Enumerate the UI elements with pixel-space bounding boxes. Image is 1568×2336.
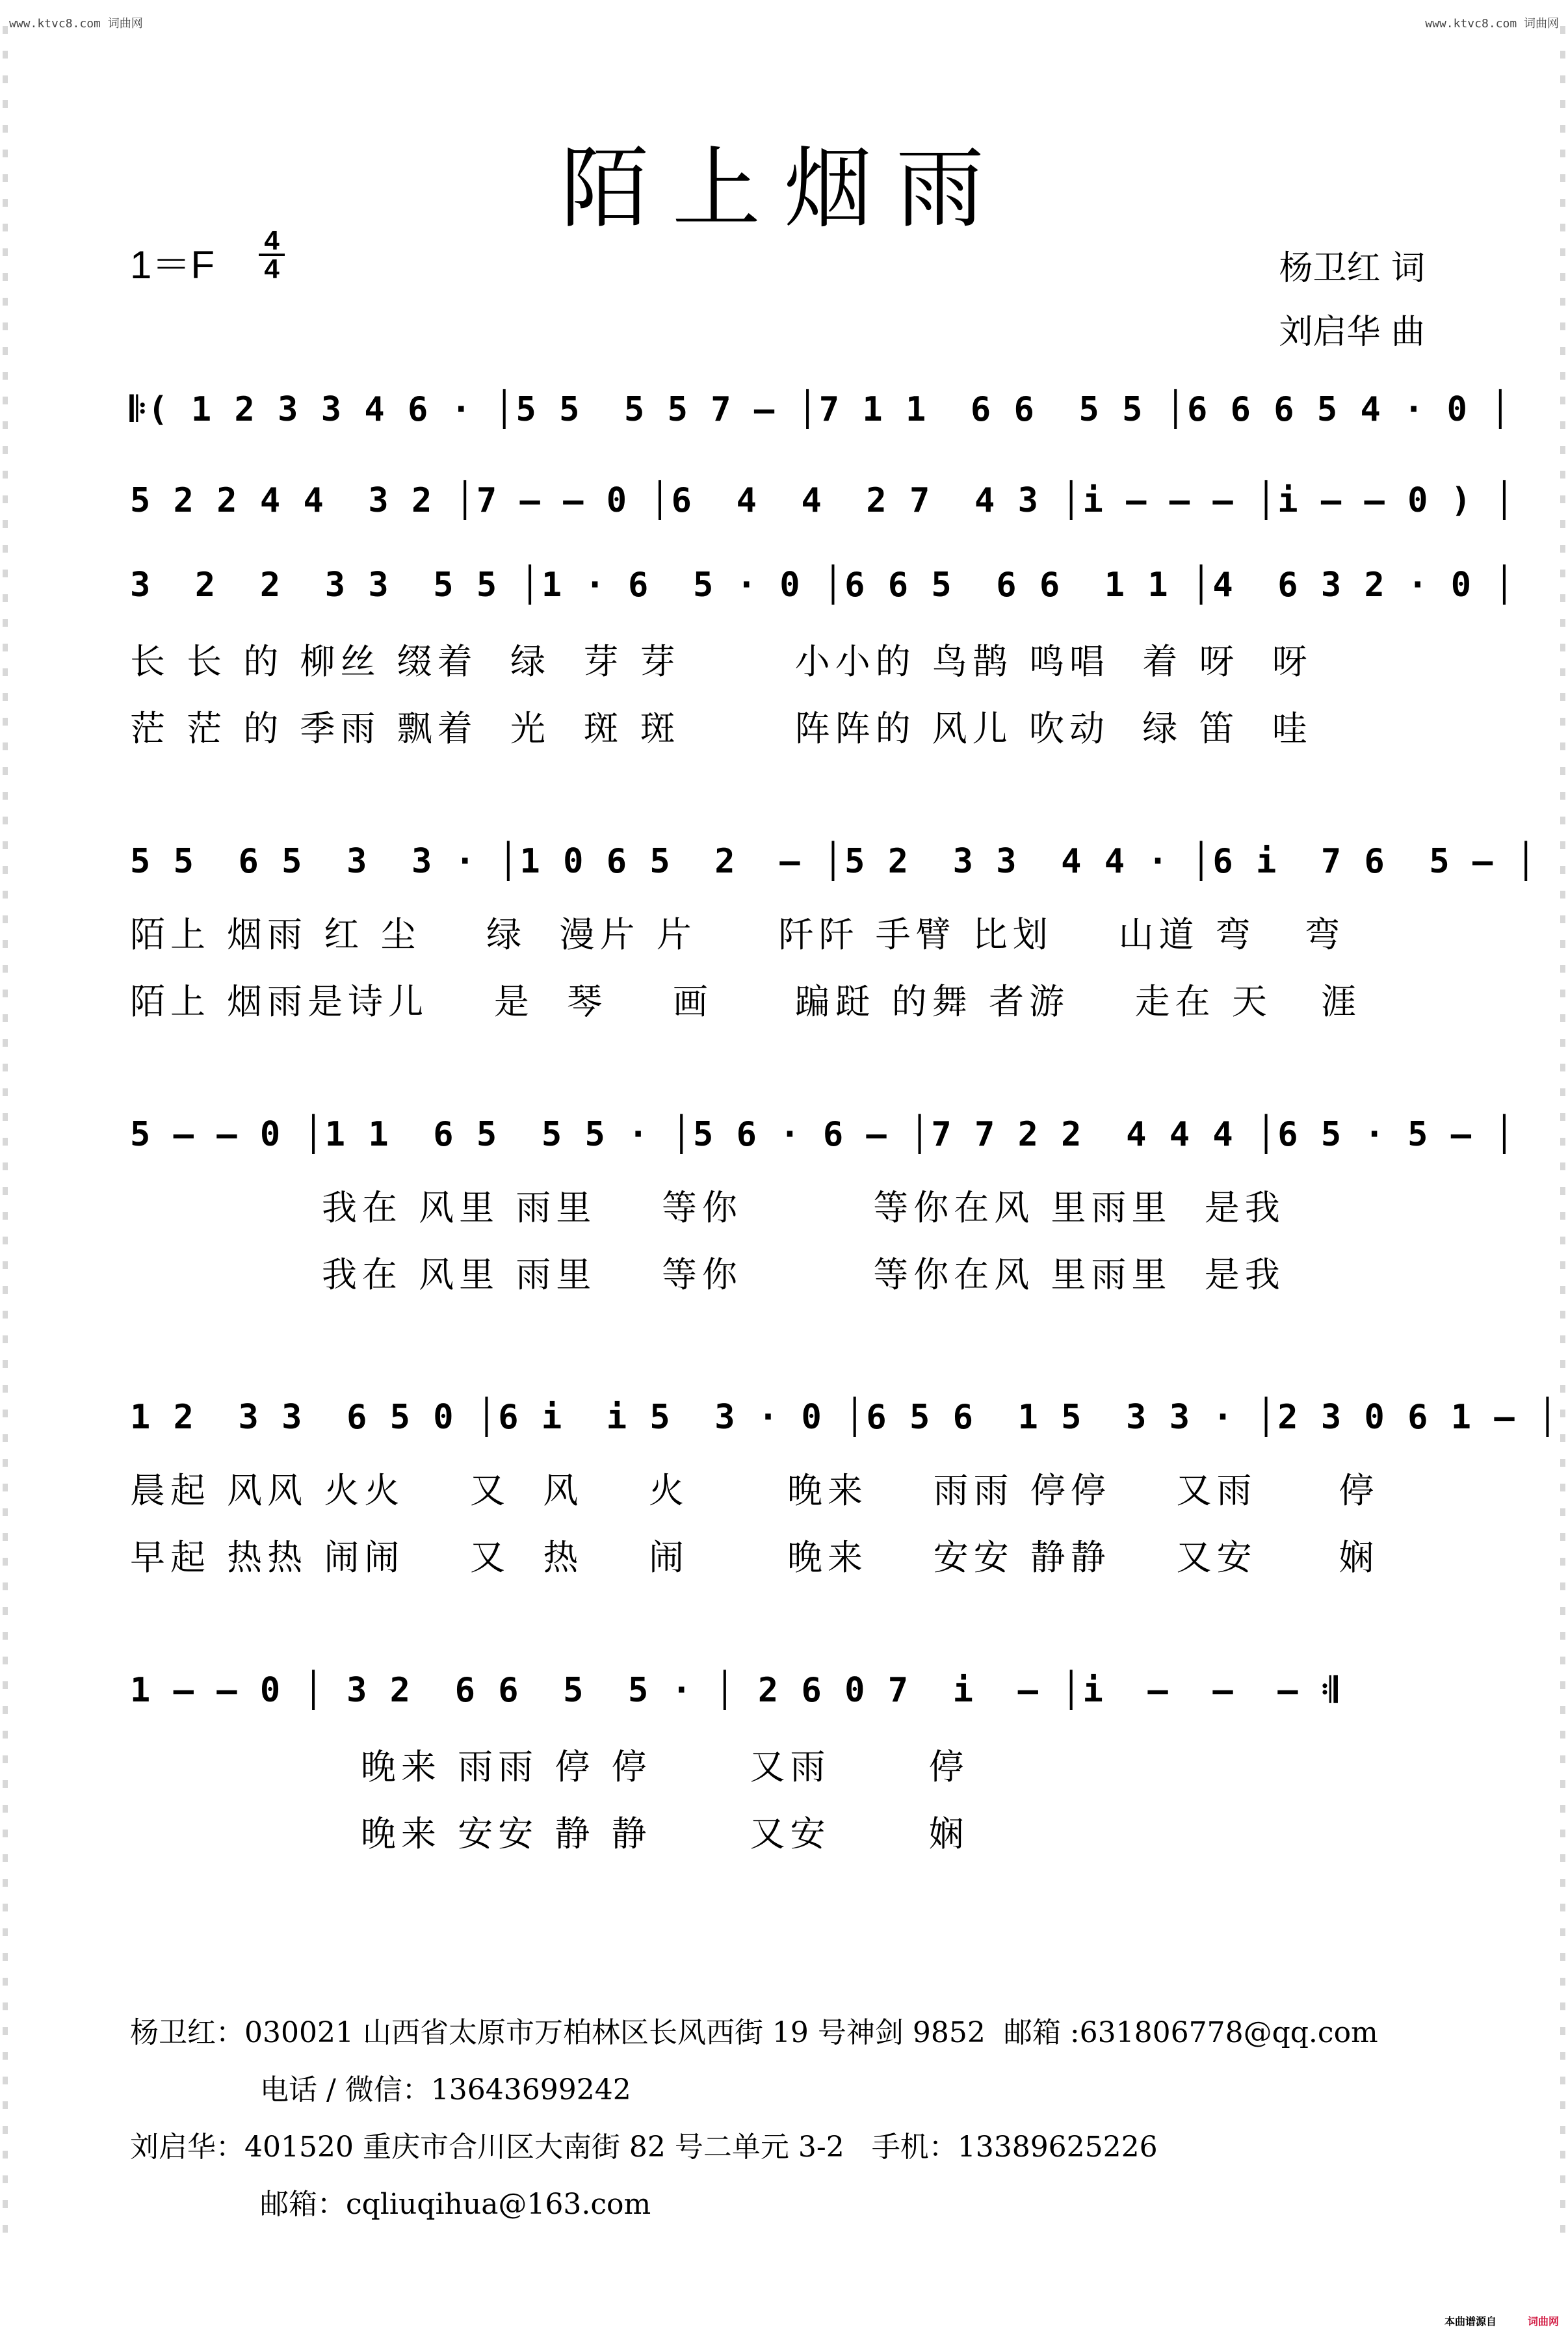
border-mark xyxy=(3,1088,8,1096)
border-mark xyxy=(1560,545,1565,553)
border-mark xyxy=(3,1904,8,1911)
border-mark xyxy=(1560,1607,1565,1615)
time-signature-top: 4 xyxy=(259,228,285,256)
border-mark xyxy=(1560,866,1565,874)
border-mark xyxy=(1560,2151,1565,2159)
border-mark xyxy=(3,1064,8,1071)
notation-line-4: 5 5 6 5 3 3 · │1 0 6 5 2 – │5 2 3 3 4 4 · │6 i 7 6 5 – │ xyxy=(130,842,1537,881)
right-border-decoration xyxy=(1560,26,1565,2310)
border-mark xyxy=(1560,520,1565,528)
border-mark xyxy=(1560,1014,1565,1022)
border-mark xyxy=(1560,372,1565,380)
border-mark xyxy=(3,965,8,973)
footer-brand-logo: 词曲网 xyxy=(1527,2315,1559,2328)
border-mark xyxy=(1560,471,1565,479)
border-mark xyxy=(1560,1854,1565,1862)
border-mark xyxy=(1560,792,1565,800)
border-mark xyxy=(1560,2200,1565,2208)
border-mark xyxy=(3,718,8,726)
notation-line-6: 1 2 3 3 6 5 0 │6 i i 5 3 · 0 │6 5 6 1 5 3 3 · │2 3 0 6 1 – │ xyxy=(130,1398,1560,1437)
border-mark xyxy=(1560,668,1565,676)
border-mark xyxy=(1560,322,1565,330)
lyric-verse-2-line-3: 茫 茫 的 季雨 飘着 光 斑 斑 阵阵的 风儿 吹动 绿 笛 哇 xyxy=(130,708,1313,749)
border-mark xyxy=(3,817,8,824)
border-mark xyxy=(3,990,8,997)
border-mark xyxy=(3,1558,8,1566)
border-mark xyxy=(3,1805,8,1813)
time-signature-bottom: 4 xyxy=(264,254,280,284)
border-mark xyxy=(1560,1805,1565,1813)
border-mark xyxy=(3,619,8,627)
border-mark xyxy=(1560,891,1565,899)
border-mark xyxy=(1560,298,1565,306)
border-mark xyxy=(3,915,8,923)
border-mark xyxy=(3,594,8,602)
border-mark xyxy=(3,545,8,553)
border-mark xyxy=(3,1113,8,1121)
border-mark xyxy=(3,2101,8,2109)
border-mark xyxy=(3,1459,8,1467)
border-mark xyxy=(1560,26,1565,34)
border-mark xyxy=(1560,1904,1565,1911)
border-mark xyxy=(1560,1533,1565,1541)
border-mark xyxy=(3,1928,8,1936)
lyric-verse-2-line-6: 早起 热热 闹闹 又 热 闹 晚来 安安 静静 又安 娴 xyxy=(130,1537,1379,1578)
border-mark xyxy=(3,940,8,948)
border-mark xyxy=(1560,1459,1565,1467)
border-mark xyxy=(1560,1632,1565,1640)
border-mark xyxy=(3,1434,8,1442)
border-mark xyxy=(3,1138,8,1146)
border-mark xyxy=(1560,1212,1565,1220)
lyric-verse-1-line-6: 晨起 风风 火火 又 风 火 晚来 雨雨 停停 又雨 停 xyxy=(130,1470,1379,1511)
border-mark xyxy=(3,1286,8,1294)
border-mark xyxy=(1560,1830,1565,1837)
border-mark xyxy=(3,1237,8,1244)
border-mark xyxy=(3,1484,8,1491)
border-mark xyxy=(1560,1039,1565,1047)
border-mark xyxy=(3,1731,8,1739)
border-mark xyxy=(3,2175,8,2183)
border-mark xyxy=(1560,570,1565,577)
border-mark xyxy=(3,1681,8,1689)
contact-lyricist: 杨卫红：030021 山西省太原市万柏林区长风西街 19 号神剑 9852 邮箱 :631806778@qq.com xyxy=(130,2016,1378,2049)
border-mark xyxy=(3,1360,8,1368)
border-mark xyxy=(1560,2101,1565,2109)
border-mark xyxy=(1560,2052,1565,2060)
notation-line-2: 5 2 2 4 4 3 2 │7 – – 0 │6 4 4 2 7 4 3 │i – – – │i – – 0 ) │ xyxy=(130,481,1516,520)
border-mark xyxy=(1560,248,1565,256)
notation-line-1: 𝄆( 1 2 3 3 4 6 · │5 5 5 5 7 – │7 1 1 6 6 5 5 │6 6 6 5 4 · 0 │ xyxy=(130,390,1512,429)
border-mark xyxy=(3,1780,8,1788)
border-mark xyxy=(1560,1706,1565,1714)
border-mark xyxy=(1560,1484,1565,1491)
border-mark xyxy=(3,644,8,651)
lyric-verse-2-line-4: 陌上 烟雨是诗儿 是 琴 画 蹁跹 的舞 者游 走在 天 涯 xyxy=(130,981,1362,1022)
border-mark xyxy=(3,1162,8,1170)
border-mark xyxy=(3,1261,8,1269)
border-mark xyxy=(1560,2027,1565,2035)
border-mark xyxy=(1560,1410,1565,1417)
border-mark xyxy=(1560,2175,1565,2183)
border-mark xyxy=(3,347,8,355)
border-mark xyxy=(3,1607,8,1615)
border-mark xyxy=(3,322,8,330)
border-mark xyxy=(1560,693,1565,701)
border-mark xyxy=(3,1854,8,1862)
border-mark xyxy=(1560,347,1565,355)
border-mark xyxy=(1560,1953,1565,1961)
border-mark xyxy=(3,298,8,306)
border-mark xyxy=(3,1978,8,1986)
border-mark xyxy=(3,767,8,775)
border-mark xyxy=(3,668,8,676)
song-title: 陌上烟雨 xyxy=(560,138,1008,241)
border-mark xyxy=(3,1311,8,1319)
border-mark xyxy=(1560,495,1565,503)
border-mark xyxy=(3,891,8,899)
border-mark xyxy=(3,2200,8,2208)
contact-composer-email: 邮箱：cqliuqihua@163.com xyxy=(260,2188,651,2221)
border-mark xyxy=(1560,1681,1565,1689)
border-mark xyxy=(1560,742,1565,750)
border-mark xyxy=(1560,397,1565,404)
border-mark xyxy=(1560,965,1565,973)
border-mark xyxy=(3,1830,8,1837)
border-mark xyxy=(1560,1113,1565,1121)
contact-composer: 刘启华：401520 重庆市合川区大南街 82 号二单元 3-2 手机：13389625226 xyxy=(130,2131,1158,2164)
border-mark xyxy=(3,1582,8,1590)
border-mark xyxy=(1560,1385,1565,1393)
border-mark xyxy=(3,421,8,429)
time-signature xyxy=(259,225,285,284)
border-mark xyxy=(3,26,8,34)
border-mark xyxy=(3,2151,8,2159)
border-mark xyxy=(1560,767,1565,775)
border-mark xyxy=(3,2052,8,2060)
border-mark xyxy=(3,2027,8,2035)
border-mark xyxy=(1560,1434,1565,1442)
border-mark xyxy=(1560,75,1565,83)
lyric-verse-2-line-5: 我在 风里 雨里 等你 等你在风 里雨里 是我 xyxy=(322,1254,1285,1295)
border-mark xyxy=(1560,1064,1565,1071)
border-mark xyxy=(3,1014,8,1022)
border-mark xyxy=(1560,1286,1565,1294)
border-mark xyxy=(3,1187,8,1195)
border-mark xyxy=(3,1706,8,1714)
border-mark xyxy=(1560,100,1565,108)
border-mark xyxy=(1560,718,1565,726)
border-mark xyxy=(3,570,8,577)
border-mark xyxy=(1560,2126,1565,2134)
border-mark xyxy=(1560,2225,1565,2233)
border-mark xyxy=(1560,940,1565,948)
border-mark xyxy=(3,1533,8,1541)
key-signature: 1＝F xyxy=(130,243,215,287)
border-mark xyxy=(1560,1335,1565,1343)
border-mark xyxy=(3,1755,8,1763)
contact-lyricist-phone: 电话 / 微信：13643699242 xyxy=(260,2073,631,2106)
border-mark xyxy=(3,397,8,404)
border-mark xyxy=(1560,446,1565,454)
border-mark xyxy=(3,792,8,800)
border-mark xyxy=(1560,1928,1565,1936)
border-mark xyxy=(1560,841,1565,849)
border-mark xyxy=(1560,594,1565,602)
border-mark xyxy=(3,866,8,874)
border-mark xyxy=(1560,2077,1565,2084)
border-mark xyxy=(1560,1162,1565,1170)
border-mark xyxy=(3,1632,8,1640)
border-mark xyxy=(3,2126,8,2134)
border-mark xyxy=(1560,273,1565,281)
border-mark xyxy=(1560,1731,1565,1739)
border-mark xyxy=(1560,619,1565,627)
border-mark xyxy=(3,1410,8,1417)
border-mark xyxy=(3,1657,8,1664)
composer-credit: 刘启华 曲 xyxy=(1279,313,1425,352)
border-mark xyxy=(1560,1138,1565,1146)
notation-line-7: 1 – – 0 │ 3 2 6 6 5 5 · │ 2 6 0 7 i – │i – – – 𝄇 xyxy=(130,1671,1339,1710)
notation-line-5: 5 – – 0 │1 1 6 5 5 5 · │5 6 · 6 – │7 7 2 2 4 4 4 │6 5 · 5 – │ xyxy=(130,1115,1516,1154)
lyric-verse-1-line-5: 我在 风里 雨里 等你 等你在风 里雨里 是我 xyxy=(322,1187,1285,1228)
border-mark xyxy=(3,1879,8,1887)
border-mark xyxy=(1560,1187,1565,1195)
border-mark xyxy=(1560,817,1565,824)
border-mark xyxy=(1560,51,1565,59)
border-mark xyxy=(1560,2002,1565,2010)
border-mark xyxy=(1560,1558,1565,1566)
border-mark xyxy=(1560,1508,1565,1516)
border-mark xyxy=(3,372,8,380)
border-mark xyxy=(3,100,8,108)
border-mark xyxy=(3,2077,8,2084)
border-mark xyxy=(1560,1311,1565,1319)
border-mark xyxy=(1560,1657,1565,1664)
lyric-verse-1-line-3: 长 长 的 柳丝 缀着 绿 芽 芽 小小的 鸟鹊 鸣唱 着 呀 呀 xyxy=(130,641,1313,682)
border-mark xyxy=(1560,1088,1565,1096)
border-mark xyxy=(1560,990,1565,997)
border-mark xyxy=(3,742,8,750)
border-mark xyxy=(1560,1261,1565,1269)
border-mark xyxy=(3,693,8,701)
border-mark xyxy=(1560,1755,1565,1763)
border-mark xyxy=(1560,644,1565,651)
border-mark xyxy=(3,495,8,503)
border-mark xyxy=(3,1508,8,1516)
left-border-decoration xyxy=(3,26,8,2310)
border-mark xyxy=(1560,1879,1565,1887)
border-mark xyxy=(3,2225,8,2233)
border-mark xyxy=(1560,1237,1565,1244)
footer-source-label: 本曲谱源自 xyxy=(1444,2315,1496,2328)
border-mark xyxy=(3,520,8,528)
border-mark xyxy=(3,446,8,454)
border-mark xyxy=(1560,915,1565,923)
border-mark xyxy=(3,841,8,849)
border-mark xyxy=(3,273,8,281)
lyric-verse-2-line-7: 晚来 安安 静 静 又安 娴 xyxy=(361,1813,969,1854)
notation-line-3: 3 2 2 3 3 5 5 │1 · 6 5 · 0 │6 6 5 6 6 1 1 │4 6 3 2 · 0 │ xyxy=(130,566,1516,605)
border-mark xyxy=(1560,1360,1565,1368)
border-mark xyxy=(1560,1780,1565,1788)
border-mark xyxy=(3,471,8,479)
lyricist-credit: 杨卫红 词 xyxy=(1279,249,1425,288)
border-mark xyxy=(1560,1582,1565,1590)
border-mark xyxy=(3,1335,8,1343)
border-mark xyxy=(1560,421,1565,429)
border-mark xyxy=(3,51,8,59)
border-mark xyxy=(3,1953,8,1961)
border-mark xyxy=(3,75,8,83)
watermark-right: www.ktvc8.com 词曲网 xyxy=(1425,17,1559,31)
lyric-verse-1-line-4: 陌上 烟雨 红 尘 绿 漫片 片 阡阡 手臂 比划 山道 弯 弯 xyxy=(130,914,1346,955)
border-mark xyxy=(1560,1978,1565,1986)
border-mark xyxy=(3,1385,8,1393)
border-mark xyxy=(3,2002,8,2010)
border-mark xyxy=(3,1039,8,1047)
watermark-left: www.ktvc8.com 词曲网 xyxy=(9,17,143,31)
lyric-verse-1-line-7: 晚来 雨雨 停 停 又雨 停 xyxy=(361,1746,969,1787)
border-mark xyxy=(3,248,8,256)
border-mark xyxy=(3,1212,8,1220)
